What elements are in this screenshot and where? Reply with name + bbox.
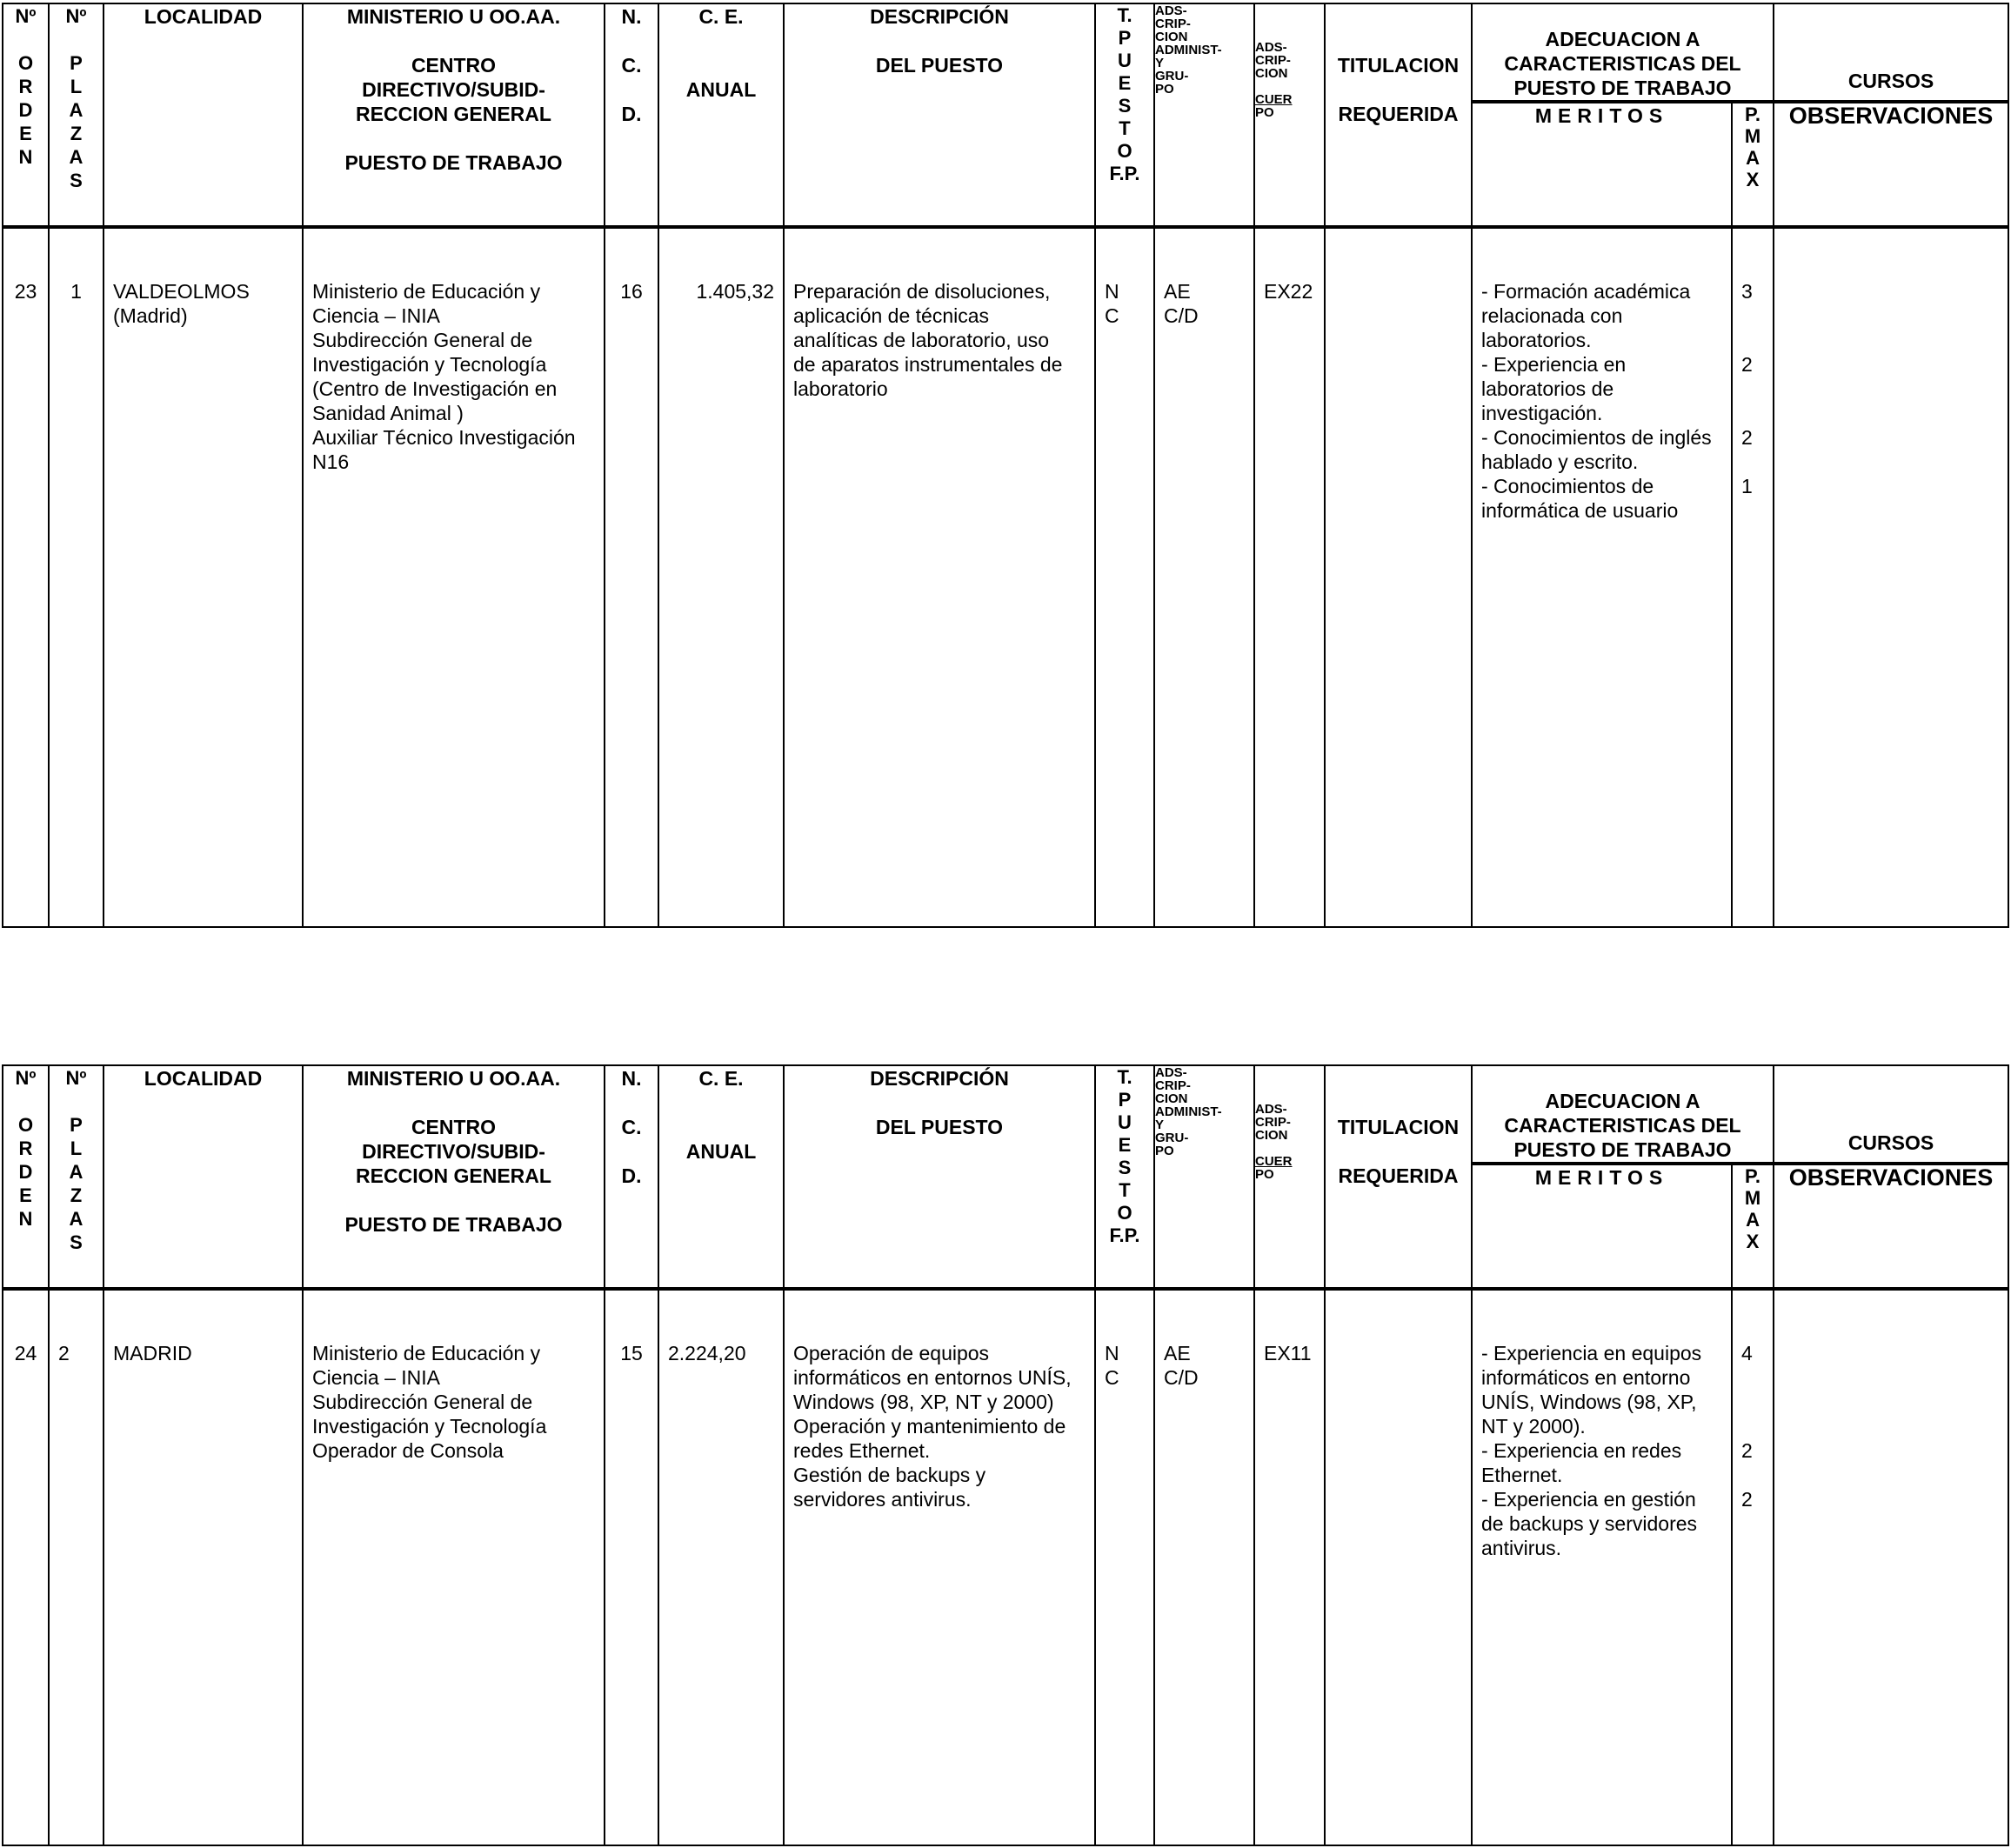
cell-ncd: 16 [605,227,658,927]
header-meritos: MERITOS [1472,1164,1732,1289]
header-adecuacion: ADECUACION A CARACTERISTICAS DEL PUESTO DE TRABAJO [1472,3,1774,102]
table-row [3,1289,2008,1845]
cell-ce-anual: 1.405,32 [658,227,784,927]
cell-plazas: 2 [49,1289,104,1845]
cell-pmax: 3 2 2 1 [1732,227,1774,927]
cell-tipo-puesto: N C [1095,227,1154,927]
cell-descripcion: Operación de equipos informáticos en entornos UNÍS, Windows (98, XP, NT y 2000) Operación y mantenimiento de redes Ethernet. Gestión de backups y servidores antivirus. [784,1289,1095,1845]
header-localidad: LOCALIDAD [104,3,303,227]
cell-localidad: MADRID [104,1289,303,1845]
header-adscripcion-admin: ADS- CRIP- CION ADMINIST- Y GRU- PO [1154,3,1254,227]
header-pmax: P. M A X [1732,1164,1774,1289]
header-ce-anual: C. E. ANUAL [658,3,784,227]
cell-titulacion [1325,1289,1472,1845]
header-n-orden: Nº O R D E N [3,3,49,227]
header-ncd: N. C. D. [605,3,658,227]
cell-descripcion: Preparación de disoluciones, aplicación de técnicas analíticas de laboratorio, uso de aparatos instrumentales de laboratorio [784,227,1095,927]
job-table-1 [2,3,2009,928]
header-ministerio: MINISTERIO U OO.AA. CENTRO DIRECTIVO/SUBID- RECCION GENERAL PUESTO DE TRABAJO [303,1065,605,1289]
cell-localidad: VALDEOLMOS (Madrid) [104,227,303,927]
header-tipo-puesto: T. P U E S T O F.P. [1095,1065,1154,1289]
cell-adscripcion-cuerpo: EX11 [1254,1289,1325,1845]
cell-plazas: 1 [49,227,104,927]
header-adecuacion: ADECUACION A CARACTERISTICAS DEL PUESTO DE TRABAJO [1472,1065,1774,1164]
header-adscripcion-admin: ADS- CRIP- CION ADMINIST- Y GRU- PO [1154,1065,1254,1289]
cell-titulacion [1325,227,1472,927]
header-meritos: MERITOS [1472,102,1732,227]
cell-adscripcion-admin: AE C/D [1154,227,1254,927]
header-ministerio: MINISTERIO U OO.AA. CENTRO DIRECTIVO/SUBID- RECCION GENERAL PUESTO DE TRABAJO [303,3,605,227]
cell-meritos: - Experiencia en equipos informáticos en entorno UNÍS, Windows (98, XP, NT y 2000). - Experiencia en redes Ethernet. - Experiencia en gestión de backups y servidores antivirus. [1472,1289,1732,1845]
header-adscripcion-cuerpo: ADS- CRIP- CION CUER PO [1254,3,1325,227]
table-row [3,227,2008,927]
job-table-2 [2,1064,2009,1846]
header-tipo-puesto: T. P U E S T O F.P. [1095,3,1154,227]
cell-tipo-puesto: N C [1095,1289,1154,1845]
header-n-orden: Nº O R D E N [3,1065,49,1289]
cell-ministerio: Ministerio de Educación y Ciencia – INIA Subdirección General de Investigación y Tecnología (Centro de Investigación en Sanidad Animal ) Auxiliar Técnico Investigación N16 [303,227,605,927]
header-n-plazas: Nº P L A Z A S [49,1065,104,1289]
cell-ministerio: Ministerio de Educación y Ciencia – INIA Subdirección General de Investigación y Tecnología Operador de Consola [303,1289,605,1845]
cell-ncd: 15 [605,1289,658,1845]
header-descripcion: DESCRIPCIÓN DEL PUESTO [784,1065,1095,1289]
header-n-plazas: Nº P L A Z A S [49,3,104,227]
cell-ce-anual: 2.224,20 [658,1289,784,1845]
cell-pmax: 4 2 2 [1732,1289,1774,1845]
cell-adscripcion-cuerpo: EX22 [1254,227,1325,927]
header-titulacion: TITULACION REQUERIDA [1325,3,1472,227]
header-adscripcion-cuerpo: ADS- CRIP- CION CUER PO [1254,1065,1325,1289]
header-pmax: P. M A X [1732,102,1774,227]
header-ncd: N. C. D. [605,1065,658,1289]
cell-observaciones [1774,227,2008,927]
header-observaciones: OBSERVACIONES [1774,102,2008,227]
header-cursos: CURSOS [1774,1065,2008,1164]
header-cursos: CURSOS [1774,3,2008,102]
header-localidad: LOCALIDAD [104,1065,303,1289]
cell-adscripcion-admin: AE C/D [1154,1289,1254,1845]
header-observaciones: OBSERVACIONES [1774,1164,2008,1289]
header-ce-anual: C. E. ANUAL [658,1065,784,1289]
header-titulacion: TITULACION REQUERIDA [1325,1065,1472,1289]
header-descripcion: DESCRIPCIÓN DEL PUESTO [784,3,1095,227]
cell-meritos: - Formación académica relacionada con laboratorios. - Experiencia en laboratorios de investigación. - Conocimientos de inglés hablado y escrito. - Conocimientos de informática de usuario [1472,227,1732,927]
cell-orden: 23 [3,227,49,927]
cell-orden: 24 [3,1289,49,1845]
cell-observaciones [1774,1289,2008,1845]
